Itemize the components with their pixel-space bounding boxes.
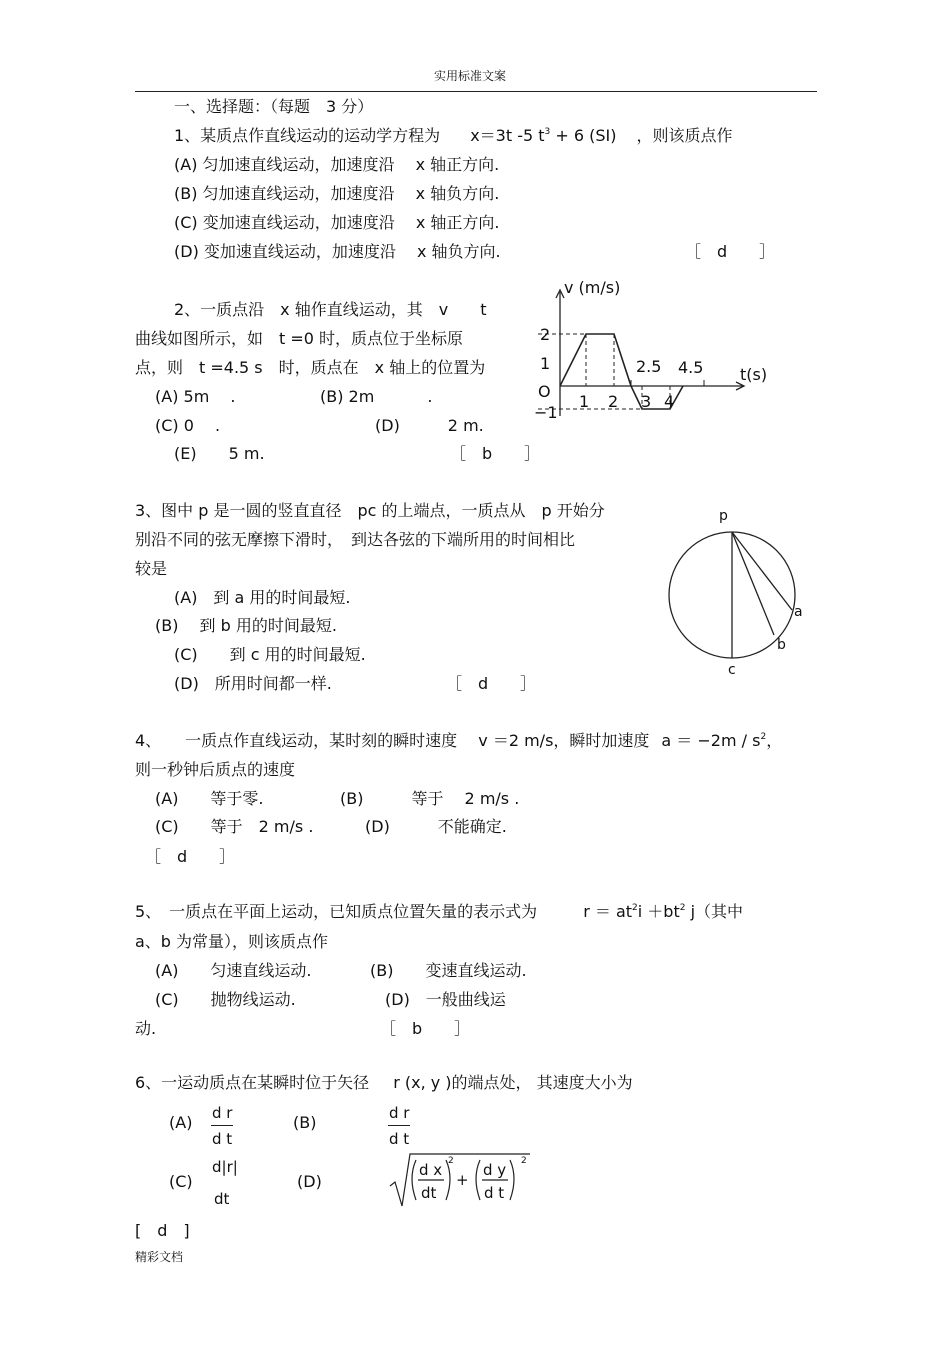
d-sup-1: 2 (448, 1156, 454, 1166)
point-a-label: a (794, 604, 803, 620)
q4-line1 (135, 733, 782, 749)
q6-label-d: (D) (297, 1172, 322, 1191)
q5-option-c: (C) 抛物线运动. (155, 990, 296, 1009)
point-c-label: c (728, 662, 736, 678)
q4-line1-c: ， (766, 731, 783, 750)
x-tick-3: 3 (641, 392, 652, 411)
q3-line3: 较是 (135, 559, 168, 578)
q1-eq-sup: 3 (544, 127, 551, 137)
q1-stem (174, 128, 732, 144)
q6-label-b: (B) (293, 1113, 317, 1132)
q3-option-c: (C) 到 c 用的时间最短. (174, 645, 366, 664)
q6-stem-b: 的端点处， 其速度大小为 (451, 1073, 633, 1092)
q6-a-numerator: d r (212, 1104, 233, 1122)
paren-left-2 (476, 1160, 480, 1200)
q4-option-d: (D) 不能确定. (365, 817, 507, 836)
chord-pb (732, 532, 774, 635)
x-tick-4-5: 4.5 (678, 358, 704, 377)
y-tick-1: 1 (540, 354, 551, 373)
q3-line1: 3、图中 p 是一圆的竖直直径 pc 的上端点，一质点从 p 开始分 (135, 501, 605, 520)
x-tick-2: 2 (608, 392, 619, 411)
point-p-label: p (719, 508, 728, 524)
paren-right-1 (446, 1160, 450, 1200)
q5-line2: a、b 为常量），则该质点作 (135, 932, 329, 951)
chord-pa (732, 532, 792, 610)
q2-line2: 曲线如图所示，如 t =0 时，质点位于坐标原 (135, 329, 464, 348)
d-num-dy: d y (483, 1161, 507, 1179)
q1-option-b: (B) 匀加速直线运动，加速度沿 x 轴负方向. (174, 184, 500, 203)
q2-line3: 点，则 t =4.5 s 时，质点在 x 轴上的位置为 (135, 358, 486, 377)
q6-stem-a: 6、一运动质点在某瞬时位于矢径 (135, 1073, 370, 1092)
q4-option-b: (B) 等于 2 m/s . (340, 789, 520, 808)
page-footer: 精彩文档 (135, 1250, 184, 1264)
q4-accel-sup: 2 (760, 732, 767, 742)
q1-option-c: (C) 变加速直线运动，加速度沿 x 轴正方向. (174, 213, 500, 232)
q4-option-a: (A) 等于零. (155, 789, 264, 808)
q2-option-c: (C) 0 . (155, 416, 221, 435)
q5-answer: ［ b ］ (380, 1019, 471, 1038)
d-sup-2: 2 (521, 1156, 527, 1166)
q4-option-c: (C) 等于 2 m/s . (155, 817, 314, 836)
header-rule (135, 91, 817, 92)
x-tick-2-5: 2.5 (636, 357, 662, 376)
q5-line1-a: 5、 一质点在平面上运动，已知质点位置矢量的表示式为 (135, 902, 538, 921)
q2-vt-graph (528, 276, 768, 426)
q6-b-numerator: d r (389, 1104, 410, 1122)
q5-eq-sup2: 2 (679, 903, 686, 913)
q1-stem-a: 1、某质点作直线运动的运动学方程为 (174, 126, 441, 145)
d-plus: + (456, 1171, 469, 1189)
q6-a-fraction-bar (211, 1125, 233, 1126)
q1-option-a: (A) 匀加速直线运动，加速度沿 x 轴正方向. (174, 155, 500, 174)
q5-option-b: (B) 变速直线运动. (370, 961, 527, 980)
q1-answer: ［ d ］ (685, 242, 776, 261)
d-den-dt1: dt (421, 1184, 437, 1202)
q6-b-denominator: d t (389, 1130, 410, 1148)
x-tick-1: 1 (579, 392, 590, 411)
q5-option-d: (D) 一般曲线运 (385, 990, 506, 1009)
q3-option-b: (B) 到 b 用的时间最短. (155, 616, 337, 635)
y-tick-minus1: −1 (534, 403, 558, 422)
q5-eq-sup1: 2 (632, 903, 638, 913)
q6-b-fraction-bar (388, 1125, 410, 1126)
v-axis-label: v (m/s) (564, 278, 621, 297)
q5-eq2: i ＋bt (637, 902, 680, 921)
d-num-dx: d x (419, 1161, 443, 1179)
q6-stem (135, 1075, 633, 1091)
y-tick-2: 2 (540, 325, 551, 344)
q2-line1: 2、一质点沿 x 轴作直线运动，其 v t (174, 300, 487, 319)
t-axis-label: t(s) (740, 365, 768, 384)
q6-a-denominator: d t (212, 1130, 233, 1148)
section-title: 一、选择题：（每题 3 分） (174, 97, 374, 116)
point-b-label: b (777, 637, 786, 653)
q4-accel: a ＝ −2m / s (661, 731, 761, 750)
q6-label-c: (C) (169, 1172, 193, 1191)
page-header: 实用标准文案 (434, 69, 507, 83)
q6-answer: [ d ] (135, 1221, 190, 1240)
q2-option-d: (D) 2 m. (375, 416, 484, 435)
q4-answer: ［ d ］ (145, 847, 236, 866)
q3-option-d: (D) 所用时间都一样. (174, 674, 332, 693)
q5-eq3: j (690, 902, 696, 921)
q3-answer: ［ d ］ (446, 674, 537, 693)
q5-line1-b: （其中 (695, 902, 744, 921)
q6-c-numerator: d|r| (212, 1158, 238, 1176)
q3-circle-figure (660, 500, 820, 685)
q6-c-denominator: dt (214, 1190, 230, 1208)
q2-answer: ［ b ］ (450, 444, 541, 463)
q6-label-a: (A) (169, 1113, 193, 1132)
q6-stem-eq: r (x, y ) (393, 1073, 452, 1092)
q5-eq: r ＝ at (583, 902, 633, 921)
q1-stem-b: ，则该质点作 (636, 126, 733, 145)
q3-option-a: (A) 到 a 用的时间最短. (174, 588, 351, 607)
q2-option-b: (B) 2m . (320, 387, 433, 406)
q6-d-sqrt-expression (388, 1150, 533, 1208)
x-tick-4: 4 (664, 392, 675, 411)
d-den-dt2: d t (484, 1184, 505, 1202)
q1-eq-a: x＝3t -5 t (470, 126, 545, 145)
q2-option-e: (E) 5 m. (174, 444, 265, 463)
q3-line2: 别沿不同的弦无摩擦下滑时， 到达各弦的下端所用的时间相比 (135, 530, 576, 549)
q1-eq-b: + 6 (SI) (555, 126, 617, 145)
paren-right-2 (510, 1160, 514, 1200)
q1-option-d: (D) 变加速直线运动，加速度沿 x 轴负方向. (174, 242, 501, 261)
q4-line2: 则一秒钟后质点的速度 (135, 760, 296, 779)
paren-left-1 (412, 1160, 416, 1200)
q5-line1 (135, 904, 743, 920)
origin-label: O (538, 382, 551, 401)
q5-line-end: 动. (135, 1019, 157, 1038)
q4-line1-a: 4、 一质点作直线运动，某时刻的瞬时速度 v ＝2 m/s，瞬时加速度 (135, 731, 650, 750)
q2-option-a: (A) 5m . (155, 387, 236, 406)
q5-option-a: (A) 匀速直线运动. (155, 961, 312, 980)
